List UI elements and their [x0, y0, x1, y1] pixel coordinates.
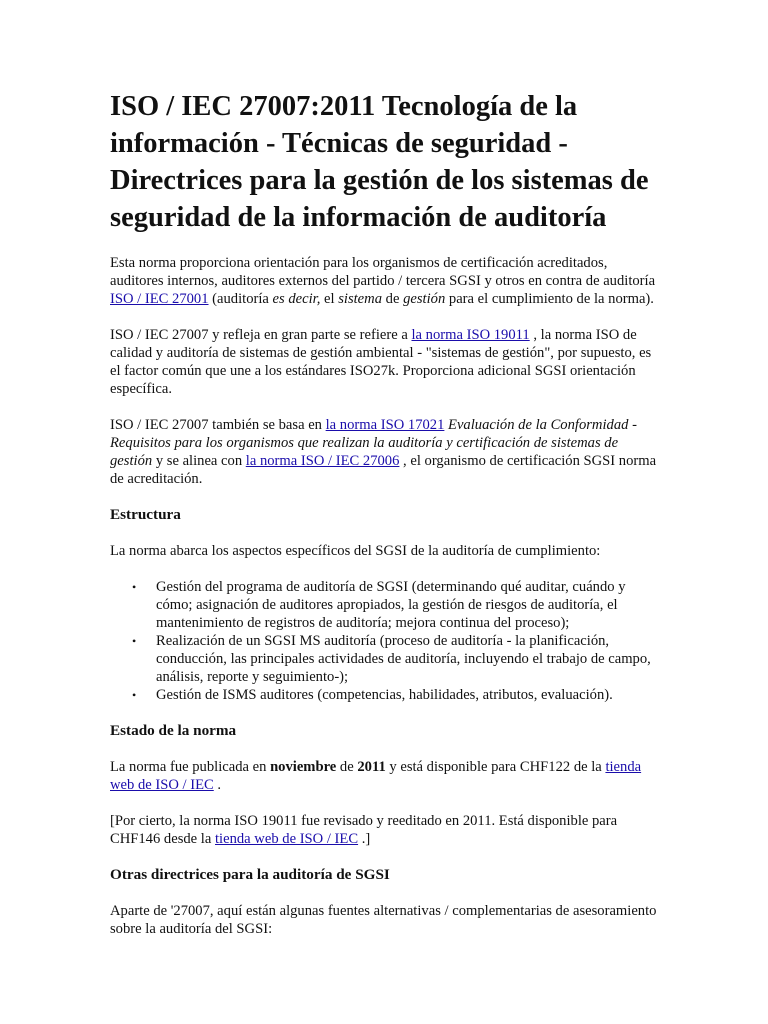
text-run: y está disponible para CHF122 de la [385, 759, 606, 775]
emphasis-text: Evaluación de la Conformidad - Requisitos para los organismos que realizan la auditoría y certificación de sistemas de gestión [110, 417, 637, 469]
iso-17021-paragraph [110, 416, 662, 488]
heading-otras-directrices: Otras directrices para la auditoría de SGSI [110, 866, 390, 883]
text-run: ISO / IEC 27007 y refleja en gran parte se refiere a [110, 327, 412, 343]
link-iso-webstore-2[interactable]: tienda web de ISO / IEC [215, 831, 359, 847]
text-run: de [382, 291, 404, 307]
list-item-text: Realización de un SGSI MS auditoría (proceso de auditoría - la planificación, conducción, las principales actividades de auditoría, incluyendo el trabajo de campo, análisis, reporte y seguimiento-); [156, 633, 651, 685]
text-run: .] [358, 831, 371, 847]
link-iso-19011[interactable]: la norma ISO 19011 [411, 327, 530, 343]
bullet-icon: • [132, 634, 137, 648]
text-run: y se alinea con [152, 453, 246, 469]
link-iso-17021[interactable]: la norma ISO 17021 [325, 417, 445, 433]
aspects-list [110, 578, 662, 704]
list-item [132, 686, 662, 704]
list-item-text: Gestión de ISMS auditores (competencias, habilidades, atributos, evaluación). [156, 687, 613, 703]
emphasis-text: es decir, [272, 291, 321, 307]
list-item [132, 578, 662, 632]
estructura-paragraph: La norma abarca los aspectos específicos del SGSI de la auditoría de cumplimiento: [110, 543, 601, 559]
text-run: , la norma ISO de calidad y auditoría de sistemas de gestión ambiental - "sistemas de gestión", por supuesto, es el factor común que une a los estándares ISO27k. Proporciona adicional SGSI orientación específica. [110, 327, 652, 397]
link-iso-webstore[interactable]: tienda web de ISO / IEC [110, 759, 642, 793]
list-item-text: Gestión del programa de auditoría de SGSI (determinando qué auditar, cuándo y cómo; asignación de auditores apropiados, la gestión de riesgos de auditoría, el mantenimiento de registros de auditoría; mejora continua del proceso); [156, 579, 626, 631]
bold-text: noviembre [270, 759, 337, 775]
link-iso-27001[interactable]: ISO / IEC 27001 [110, 291, 209, 307]
text-run: (auditoría [208, 291, 273, 307]
text-run: el [320, 291, 339, 307]
heading-estado: Estado de la norma [110, 722, 237, 739]
text-run: [Por cierto, la norma ISO 19011 fue revisado y reeditado en 2011. Está disponible para CHF146 desde la [110, 813, 618, 847]
bold-text: 2011 [357, 759, 386, 775]
text-run: para el cumplimiento de la norma). [445, 291, 654, 307]
page-title: ISO / IEC 27007:2011 Tecnología de la información - Técnicas de seguridad - Directrices para la gestión de los sistemas de seguridad de la información de auditoría [110, 91, 649, 233]
estado-paragraph [110, 758, 662, 794]
bullet-icon: • [132, 688, 137, 702]
text-run: de [336, 759, 358, 775]
otras-paragraph: Aparte de '27007, aquí están algunas fuentes alternativas / complementarias de asesoramiento sobre la auditoría del SGSI: [110, 903, 657, 937]
text-run: . [213, 777, 222, 793]
document-page [110, 88, 662, 956]
text-run: La norma fue publicada en [110, 759, 271, 775]
iso-19011-paragraph [110, 326, 662, 398]
intro-paragraph [110, 254, 662, 308]
link-iso-27006[interactable]: la norma ISO / IEC 27006 [245, 453, 400, 469]
list-item [132, 632, 662, 686]
text-run: ISO / IEC 27007 también se basa en [110, 417, 326, 433]
text-run: , el organismo de certificación SGSI norma de acreditación. [110, 453, 657, 487]
emphasis-text: sistema [338, 291, 382, 307]
bullet-icon: • [132, 580, 137, 594]
note-paragraph [110, 812, 662, 848]
heading-estructura: Estructura [110, 506, 181, 523]
emphasis-text: gestión [403, 291, 446, 307]
text-run: Esta norma proporciona orientación para los organismos de certificación acreditados, auditores internos, auditores externos del partido / tercera SGSI y otros en contra de auditoría [110, 255, 656, 289]
